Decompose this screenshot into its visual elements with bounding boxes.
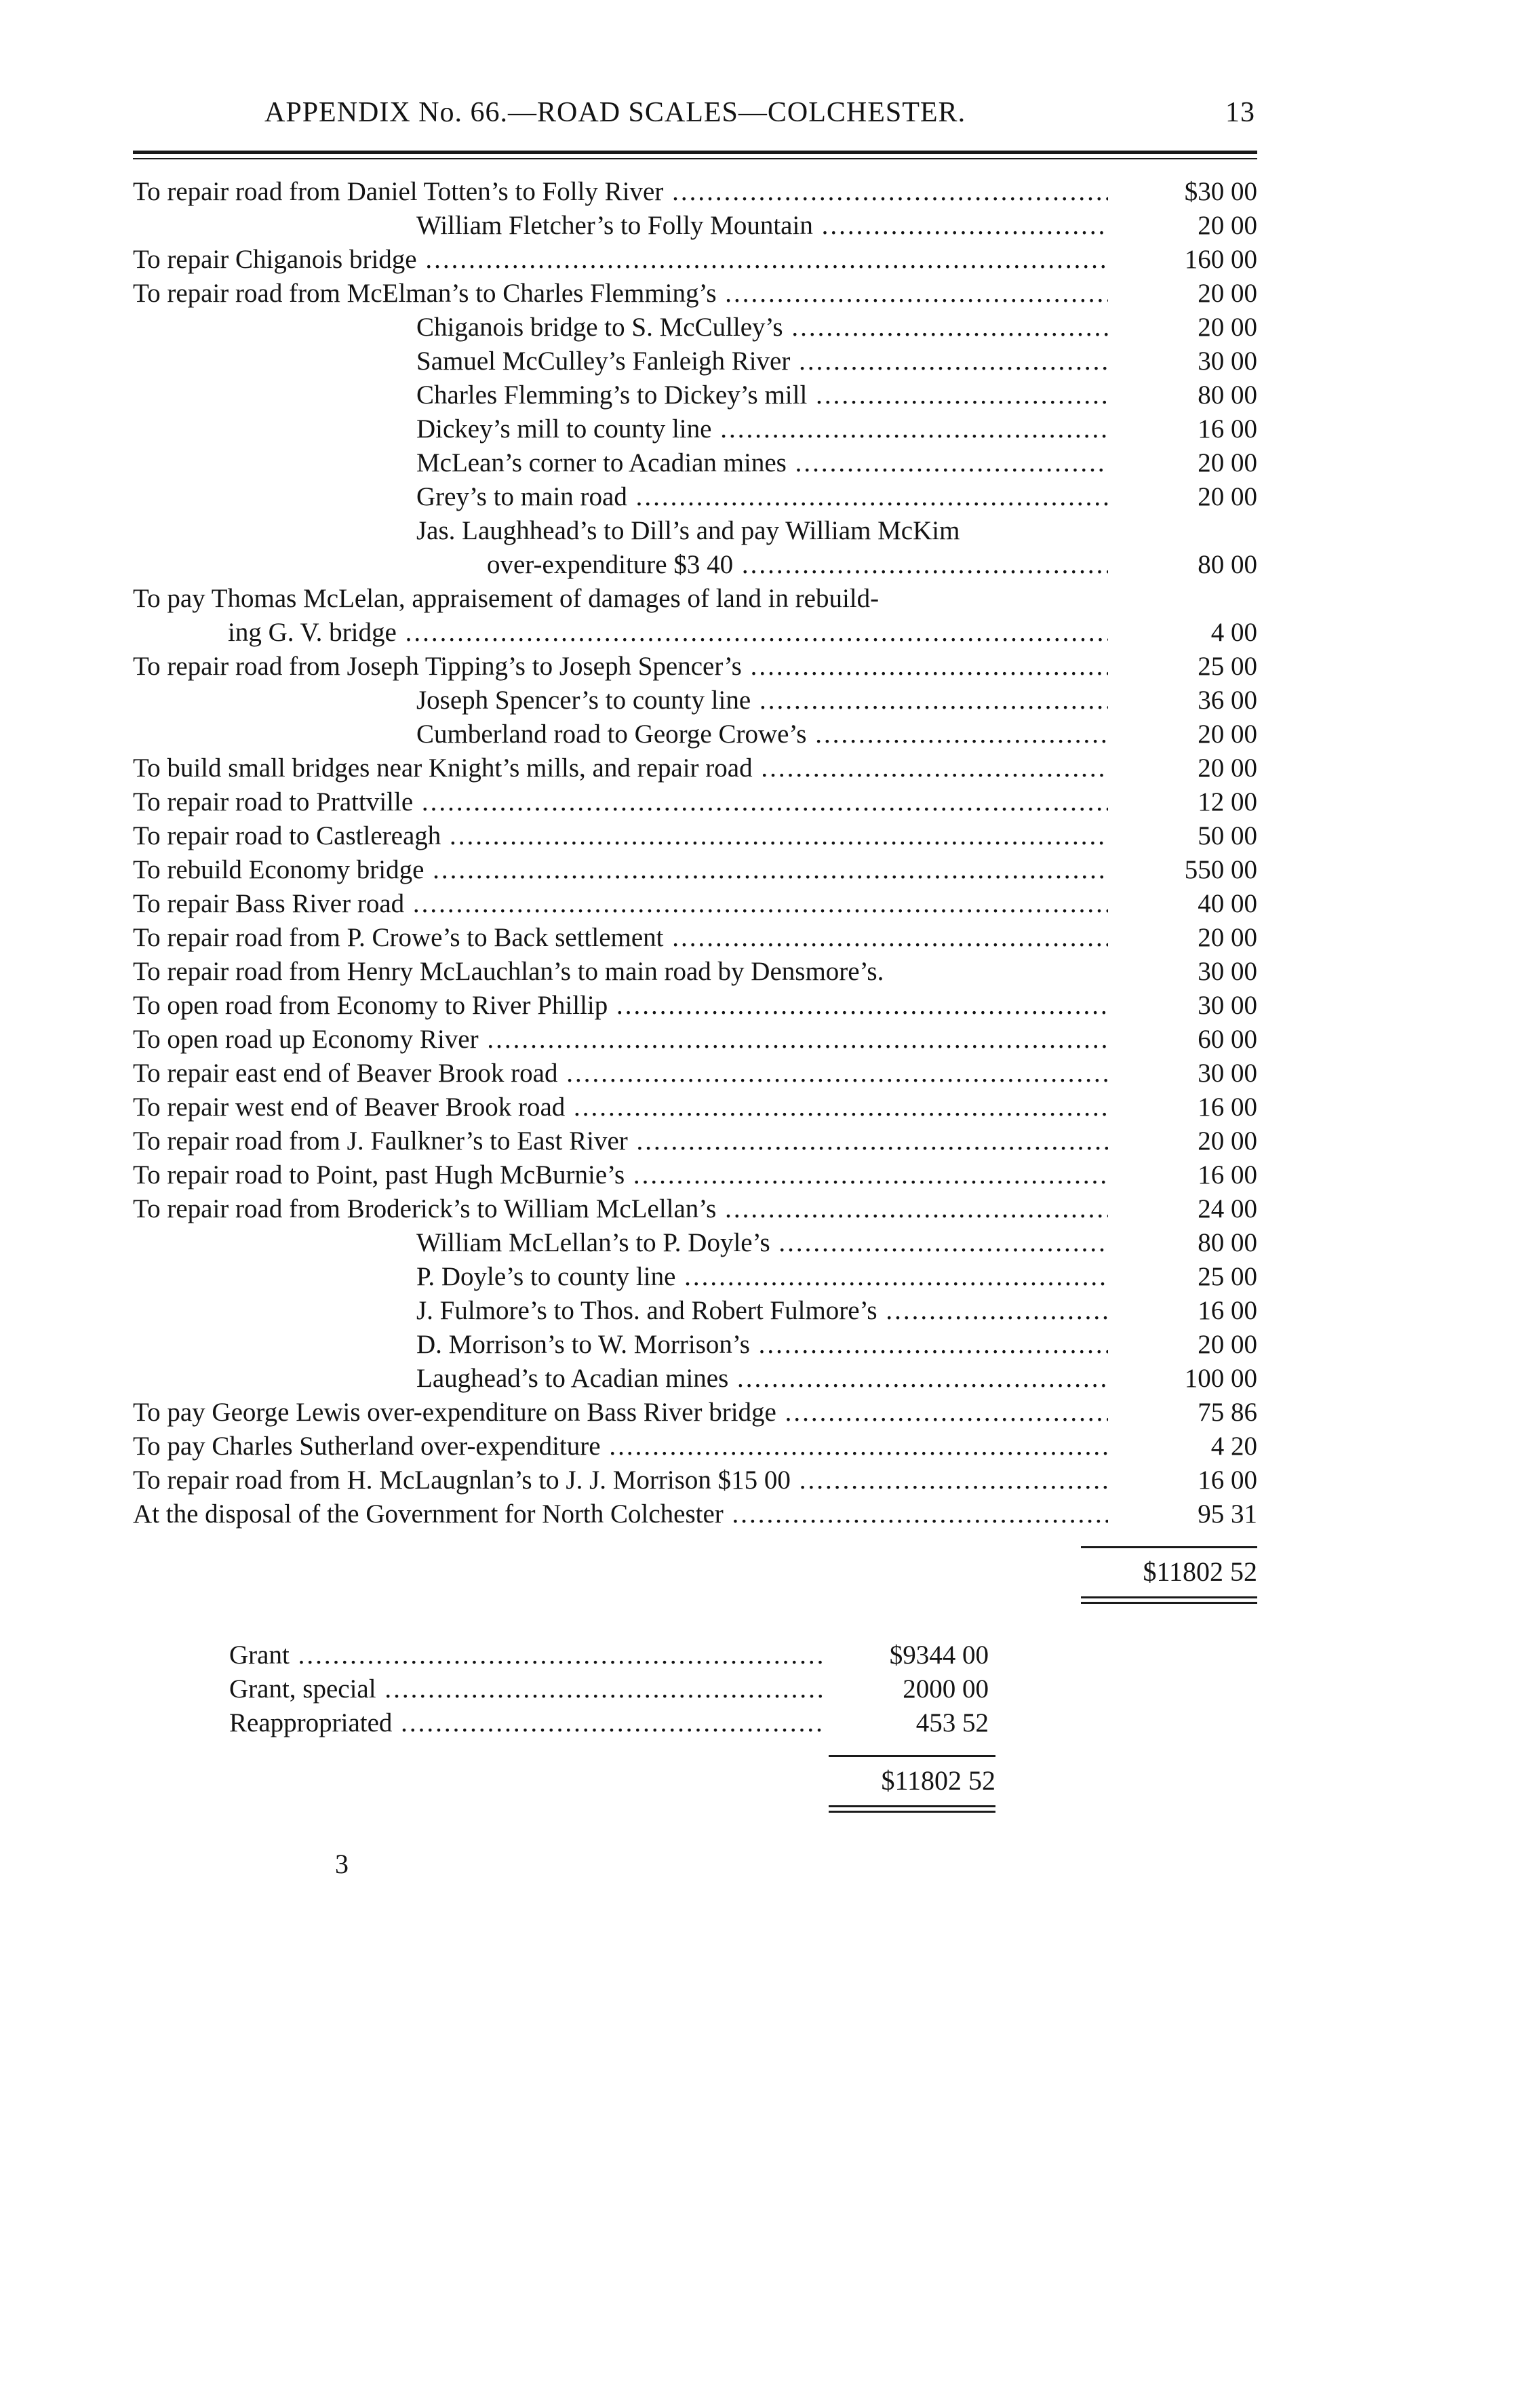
summary-amount: 2000 00 (903, 1674, 989, 1704)
entry-row (133, 921, 1257, 955)
entry-row (133, 378, 1257, 412)
entry-amount: 24 00 (1198, 1194, 1257, 1223)
entry-row (133, 1497, 1257, 1531)
entry-description: To pay George Lewis over-expenditure on Bass River bridge ..... (133, 1396, 1108, 1430)
entry-description: Joseph Spencer’s to county line ..... (416, 684, 1108, 717)
entry-description: Chiganois bridge to S. McCulley’s ..... (416, 311, 1108, 345)
entry-description: To repair road from McElman’s to Charles Flemming’s ..... (133, 277, 1108, 311)
entry-row (133, 1158, 1257, 1192)
entry-description: William McLellan’s to P. Doyle’s ..... (416, 1226, 1108, 1260)
entry-amount: 550 00 (1184, 855, 1257, 884)
entry-description: ing G. V. bridge ..... (228, 616, 1108, 650)
entry-amount: 95 31 (1198, 1499, 1257, 1529)
entry-row (133, 345, 1257, 378)
entry-row (133, 311, 1257, 345)
entry-row (133, 887, 1257, 921)
entry-description: To repair Bass River road ..... (133, 887, 1108, 921)
entry-amount: 20 00 (1198, 753, 1257, 783)
entry-description: To repair road to Point, past Hugh McBurnie’s ..... (133, 1158, 1108, 1192)
entry-row (133, 446, 1257, 480)
entry-description: To rebuild Economy bridge ..... (133, 853, 1108, 887)
entry-amount: 12 00 (1198, 787, 1257, 817)
entry-description: To repair east end of Beaver Brook road ..... (133, 1057, 1108, 1090)
entry-amount: 16 00 (1198, 414, 1257, 444)
total-rule-top (1081, 1546, 1257, 1548)
entry-amount: 20 00 (1198, 313, 1257, 342)
summary-amount: $9344 00 (889, 1640, 989, 1670)
summary-rule-bottom-2 (829, 1811, 995, 1813)
entry-description: P. Doyle’s to county line ..... (416, 1260, 1108, 1294)
entry-amount: $30 00 (1184, 177, 1257, 206)
entry-row (133, 480, 1257, 514)
summary-row (229, 1706, 989, 1740)
total-rule-bottom-2 (1081, 1602, 1257, 1604)
entry-description: McLean’s corner to Acadian mines ..... (416, 446, 1108, 480)
entry-description: To repair road from Henry McLauchlan’s to main road by Densmore’s. (133, 957, 884, 986)
entry-row (133, 412, 1257, 446)
page-number: 13 (1225, 97, 1255, 128)
entry-amount: 4 20 (1210, 1432, 1257, 1461)
entry-row (133, 955, 1257, 989)
entry-row (133, 1430, 1257, 1463)
entry-row (133, 1090, 1257, 1124)
page-title: APPENDIX No. 66.—ROAD SCALES—COLCHESTER. (264, 97, 966, 128)
grand-total: $11802 52 (1143, 1556, 1257, 1587)
entry-row (133, 650, 1257, 684)
entry-row (133, 616, 1257, 650)
entry-description: To open road from Economy to River Phillip ..... (133, 989, 1108, 1023)
summary-label: Grant, special ..... (229, 1672, 826, 1706)
entry-description: D. Morrison’s to W. Morrison’s ..... (416, 1328, 1108, 1362)
entry-row (133, 1226, 1257, 1260)
entry-amount: 20 00 (1198, 720, 1257, 749)
entry-description: J. Fulmore’s to Thos. and Robert Fulmore’s ..... (416, 1294, 1108, 1328)
header-rule-thin (133, 158, 1257, 159)
entry-row (133, 1057, 1257, 1090)
entry-row (133, 684, 1257, 717)
entry-amount: 20 00 (1198, 923, 1257, 952)
appropriation-list (133, 175, 1257, 1531)
entry-amount: 100 00 (1184, 1364, 1257, 1393)
summary-amount: 453 52 (915, 1708, 989, 1737)
summary-total: $11802 52 (881, 1765, 995, 1796)
summary-label: Reappropriated ..... (229, 1706, 826, 1740)
entry-description: To repair road to Prattville ..... (133, 785, 1108, 819)
entry-row (133, 751, 1257, 785)
entry-description: To repair road to Castlereagh ..... (133, 819, 1108, 853)
entry-row (133, 209, 1257, 243)
entry-row (133, 548, 1257, 582)
entry-description: over-expenditure $3 40 ..... (487, 548, 1108, 582)
entry-amount: 16 00 (1198, 1465, 1257, 1495)
entry-description: To pay Charles Sutherland over-expenditure ..... (133, 1430, 1108, 1463)
entry-row (133, 819, 1257, 853)
signature-mark: 3 (335, 1849, 349, 1879)
entry-amount: 50 00 (1198, 821, 1257, 850)
entry-amount: 25 00 (1198, 1262, 1257, 1291)
entry-row (133, 175, 1257, 209)
entry-amount: 20 00 (1198, 1126, 1257, 1156)
entry-amount: 75 86 (1198, 1398, 1257, 1427)
entry-amount: 20 00 (1198, 448, 1257, 477)
entry-description: To repair Chiganois bridge ..... (133, 243, 1108, 277)
entry-row (133, 853, 1257, 887)
entry-description: To pay Thomas McLelan, appraisement of damages of land in rebuild- (133, 584, 880, 613)
entry-amount: 25 00 (1198, 652, 1257, 681)
page-header (129, 96, 1255, 140)
entry-row (133, 785, 1257, 819)
entry-description: To repair road from P. Crowe’s to Back settlement ..... (133, 921, 1108, 955)
entry-amount: 20 00 (1198, 279, 1257, 308)
entry-amount: 4 00 (1210, 618, 1257, 647)
entry-description: To repair road from Joseph Tipping’s to Joseph Spencer’s ..... (133, 650, 1108, 684)
entry-amount: 20 00 (1198, 1330, 1257, 1359)
entry-amount: 20 00 (1198, 211, 1257, 240)
entry-row (133, 277, 1257, 311)
entry-description: Charles Flemming’s to Dickey’s mill ..... (416, 378, 1108, 412)
entry-amount: 30 00 (1198, 957, 1257, 986)
summary-row (229, 1672, 989, 1706)
entry-description: To repair west end of Beaver Brook road ..... (133, 1090, 1108, 1124)
entry-description: To build small bridges near Knight’s mills, and repair road ..... (133, 751, 1108, 785)
entry-amount: 16 00 (1198, 1296, 1257, 1325)
entry-description: To repair road from J. Faulkner’s to East River ..... (133, 1124, 1108, 1158)
entry-row (133, 717, 1257, 751)
entry-description: To repair road from H. McLaugnlan’s to J. J. Morrison $15 00 ..... (133, 1463, 1108, 1497)
entry-row (133, 1260, 1257, 1294)
entry-description: To repair road from Broderick’s to William McLellan’s ..... (133, 1192, 1108, 1226)
entry-amount: 160 00 (1184, 245, 1257, 274)
entry-amount: 40 00 (1198, 889, 1257, 918)
entry-description: William Fletcher’s to Folly Mountain ..... (416, 209, 1108, 243)
summary-row (229, 1638, 989, 1672)
entry-row (133, 989, 1257, 1023)
entry-description: To open road up Economy River ..... (133, 1023, 1108, 1057)
entry-amount: 80 00 (1198, 550, 1257, 579)
entry-row (133, 243, 1257, 277)
entry-row (133, 1192, 1257, 1226)
entry-description: Laughead’s to Acadian mines ..... (416, 1362, 1108, 1396)
summary-label: Grant ..... (229, 1638, 826, 1672)
entry-amount: 30 00 (1198, 347, 1257, 376)
entry-amount: 80 00 (1198, 380, 1257, 410)
entry-amount: 30 00 (1198, 991, 1257, 1020)
entry-description: Jas. Laughhead’s to Dill’s and pay William McKim (416, 516, 960, 545)
entry-description: To repair road from Daniel Totten’s to Folly River ..... (133, 175, 1108, 209)
entry-description: Grey’s to main road ..... (416, 480, 1108, 514)
entry-row (133, 1023, 1257, 1057)
entry-row (133, 1362, 1257, 1396)
entry-row (133, 1124, 1257, 1158)
entry-amount: 16 00 (1198, 1160, 1257, 1189)
entry-row (133, 1463, 1257, 1497)
entry-row (133, 514, 1257, 548)
entry-description: Samuel McCulley’s Fanleigh River ..... (416, 345, 1108, 378)
entry-amount: 16 00 (1198, 1093, 1257, 1122)
funding-summary (229, 1638, 989, 1740)
entry-amount: 20 00 (1198, 482, 1257, 511)
total-rule-bottom (1081, 1596, 1257, 1598)
entry-row (133, 582, 1257, 616)
summary-rule-bottom (829, 1805, 995, 1807)
entry-amount: 30 00 (1198, 1059, 1257, 1088)
entry-description: Cumberland road to George Crowe’s ..... (416, 717, 1108, 751)
entry-row (133, 1294, 1257, 1328)
entry-row (133, 1396, 1257, 1430)
entry-description: Dickey’s mill to county line ..... (416, 412, 1108, 446)
header-rule-thick (133, 151, 1257, 154)
summary-rule-top (829, 1755, 995, 1757)
entry-description: At the disposal of the Government for North Colchester ..... (133, 1497, 1108, 1531)
entry-amount: 36 00 (1198, 686, 1257, 715)
entry-amount: 80 00 (1198, 1228, 1257, 1257)
entry-row (133, 1328, 1257, 1362)
entry-amount: 60 00 (1198, 1025, 1257, 1054)
